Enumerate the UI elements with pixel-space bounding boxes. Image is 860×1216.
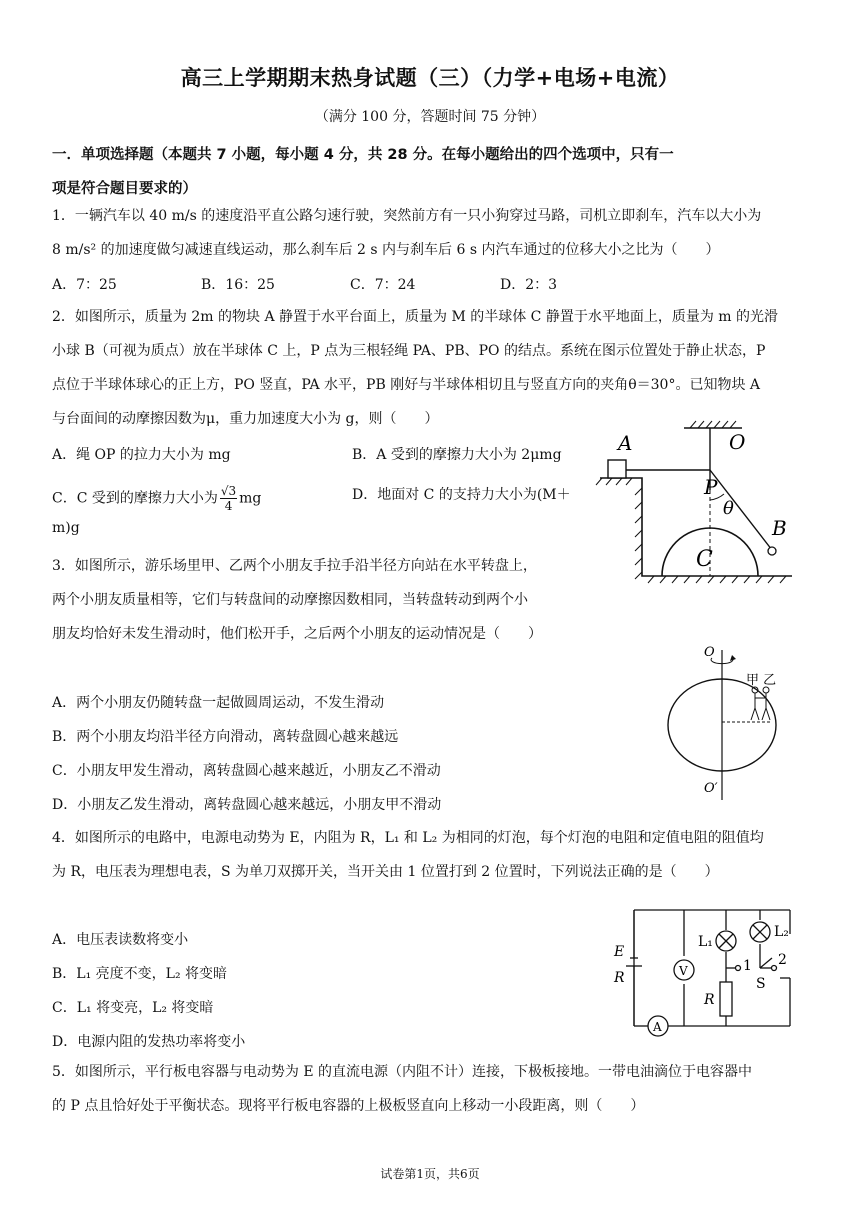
q1-option-d: D．2：3	[500, 277, 558, 293]
q2-line3: 点位于半球体球心的正上方，PO 竖直，PA 水平，PB 刚好与半球体相切且与竖直方向的夹角θ＝30°。已知物块 A	[52, 377, 761, 393]
q2-option-d: D．地面对 C 的支持力大小为(M＋	[352, 487, 571, 503]
section-heading-line1: 一．单项选择题（本题共 7 小题，每小题 4 分，共 28 分。在每小题给出的四个选项中，只有一	[52, 147, 674, 163]
q2-option-b: B．A 受到的摩擦力大小为 2μmg	[352, 447, 562, 463]
q3-option-d: D．小朋友乙发生滑动，离转盘圆心越来越远，小朋友甲不滑动	[52, 797, 442, 813]
q1-line2: 8 m/s² 的加速度做匀减速直线运动，那么刹车后 2 s 内与刹车后 6 s 内汽车通过的位移大小之比为（ ）	[52, 242, 720, 258]
label-A: A	[618, 431, 633, 455]
q2-line4: 与台面间的动摩擦因数为μ，重力加速度大小为 g，则（ ）	[52, 411, 439, 427]
q4-circuit-figure	[610, 900, 806, 1040]
label-R-source: R	[614, 970, 625, 986]
q4-option-d: D．电源内阻的发热功率将变小	[52, 1034, 246, 1050]
q2-option-c-suffix: mg	[239, 490, 262, 507]
label-C: C	[696, 547, 713, 572]
q1-option-a: A．7：25	[52, 277, 117, 293]
section-heading-line2: 项是符合题目要求的）	[52, 181, 197, 197]
ammeter-symbol: A	[653, 1020, 662, 1034]
label-O: O	[729, 430, 746, 454]
q3-line1: 3．如图所示，游乐场里甲、乙两个小朋友手拉手沿半径方向站在水平转盘上，	[52, 558, 537, 574]
voltmeter-symbol: V	[679, 964, 688, 978]
q5-line2: 的 P 点且恰好处于平衡状态。现将平行板电容器的上极板竖直向上移动一小段距离，则（ ）	[52, 1098, 645, 1114]
q2-option-d-cont: m)g	[52, 520, 80, 536]
q2-line2: 小球 B（可视为质点）放在半球体 C 上，P 点为三根轻绳 PA、PB、PO 的结点。系统在图示位置处于静止状态，P	[52, 343, 766, 359]
q1-option-c: C．7：24	[350, 277, 416, 293]
q3-option-b: B．两个小朋友均沿半径方向滑动，离转盘圆心越来越远	[52, 729, 399, 745]
label-R-resistor: R	[704, 992, 715, 1008]
q1-line1: 1．一辆汽车以 40 m/s 的速度沿平直公路匀速行驶，突然前方有一只小狗穿过马路，司机立即刹车，汽车以大小为	[52, 208, 762, 224]
q3-line3: 朋友均恰好未发生滑动时，他们松开手，之后两个小朋友的运动情况是（ ）	[52, 626, 542, 642]
label-P: P	[704, 475, 718, 499]
q5-line1: 5．如图所示，平行板电容器与电动势为 E 的直流电源（内阻不计）连接，下极板接地。一带电油滴位于电容器中	[52, 1064, 753, 1080]
q2-option-c	[52, 484, 261, 513]
fraction	[220, 484, 237, 513]
q3-option-c: C．小朋友甲发生滑动，离转盘圆心越来越近，小朋友乙不滑动	[52, 763, 441, 779]
q2-option-a: A．绳 OP 的拉力大小为 mg	[52, 447, 231, 463]
label-O-prime: O′	[704, 781, 718, 796]
label-theta: θ	[723, 498, 734, 519]
label-S: S	[756, 976, 766, 992]
label-O-top: O	[704, 645, 715, 660]
q4-option-c: C．L₁ 将变亮，L₂ 将变暗	[52, 1000, 214, 1016]
section-heading	[52, 138, 812, 206]
fraction-denominator: 4	[224, 499, 233, 513]
q1-option-b: B．16：25	[201, 277, 275, 293]
q4-line1: 4．如图所示的电路中，电源电动势为 E，内阻为 R，L₁ 和 L₂ 为相同的灯泡，每个灯泡的电阻和定值电阻的阻值均	[52, 830, 764, 846]
q3-figure	[660, 640, 810, 810]
exam-info: （满分 100 分，答题时间 75 分钟）	[314, 109, 546, 125]
label-E: E	[614, 944, 625, 960]
label-jia-yi: 甲 乙	[746, 673, 777, 688]
q4-option-a: A．电压表读数将变小	[52, 932, 189, 948]
label-L2: L₂	[774, 924, 789, 940]
q3-option-a: A．两个小朋友仍随转盘一起做圆周运动，不发生滑动	[52, 695, 385, 711]
q2-line1: 2．如图所示，质量为 2m 的物块 A 静置于水平台面上，质量为 M 的半球体 C 静置于水平地面上，质量为 m 的光滑	[52, 309, 779, 325]
q4-line2: 为 R，电压表为理想电表，S 为单刀双掷开关，当开关由 1 位置打到 2 位置时，下列说法正确的是（ ）	[52, 864, 719, 880]
page-title: 高三上学期期末热身试题（三）（力学+电场+电流）	[180, 66, 680, 90]
label-L1: L₁	[698, 934, 713, 950]
label-1: 1	[743, 958, 752, 974]
label-2: 2	[778, 952, 787, 968]
q2-option-c-prefix: C．C 受到的摩擦力大小为	[52, 490, 218, 507]
q4-option-b: B．L₁ 亮度不变，L₂ 将变暗	[52, 966, 228, 982]
q2-figure	[592, 418, 798, 586]
label-B: B	[772, 516, 787, 540]
fraction-numerator: √3	[220, 484, 237, 498]
q3-line2: 两个小朋友质量相等，它们与转盘间的动摩擦因数相同，当转盘转动到两个小	[52, 592, 528, 608]
page-footer: 试卷第1页，共6页	[380, 1167, 480, 1181]
